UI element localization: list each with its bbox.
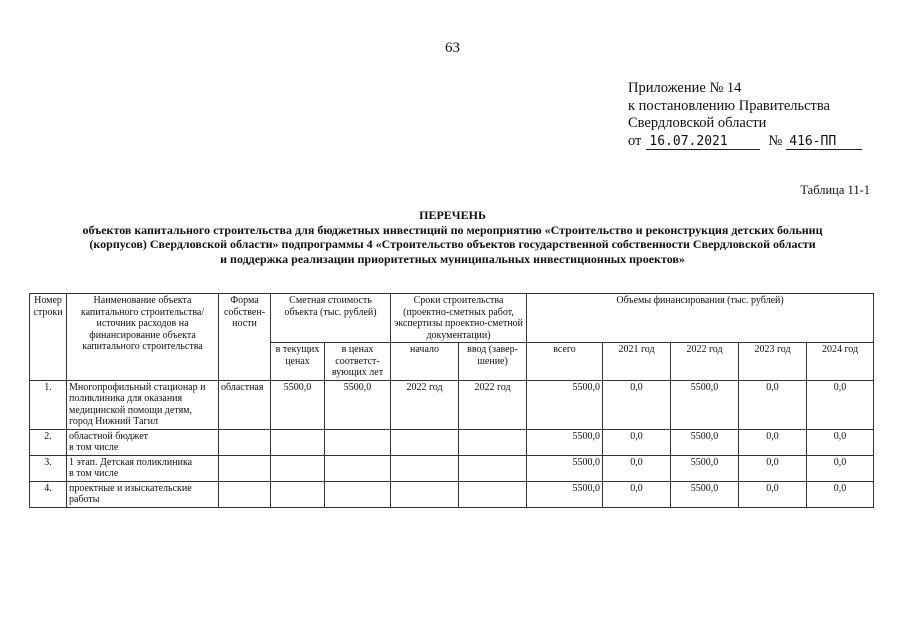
row-current-price (271, 455, 325, 481)
row-forecast-price (325, 455, 391, 481)
objects-table (29, 293, 874, 508)
page-number: 63 (445, 40, 460, 56)
row-2023: 0,0 (739, 429, 807, 455)
appendix-region: Свердловской области (628, 115, 767, 131)
row-2021: 0,0 (603, 455, 671, 481)
row-completion (459, 481, 527, 507)
row-completion (459, 429, 527, 455)
row-total: 5500,0 (527, 380, 603, 429)
table-row (30, 429, 874, 455)
decree-date: 16.07.2021 (646, 135, 760, 150)
row-start (391, 429, 459, 455)
row-completion: 2022 год (459, 380, 527, 429)
row-2024: 0,0 (807, 380, 874, 429)
header-total: всего (527, 343, 603, 381)
row-name-line-2: в том числе (69, 442, 119, 453)
header-row-number: Номер строки (30, 294, 67, 381)
row-name-line-2: в том числе (69, 468, 119, 479)
header-2022: 2022 год (671, 343, 739, 381)
row-start (391, 455, 459, 481)
row-name (67, 455, 219, 481)
header-construction-terms: Сроки строительства (проектно-сметных работ, экспертизы проектно-сметной документации) (391, 294, 527, 343)
row-current-price (271, 429, 325, 455)
row-completion (459, 455, 527, 481)
row-2022: 5500,0 (671, 429, 739, 455)
row-name: проектные и изыскательские работы (67, 481, 219, 507)
title-heading: ПЕРЕЧЕНЬ (419, 208, 486, 222)
row-ownership (219, 481, 271, 507)
header-current-prices: в текущих ценах (271, 343, 325, 381)
row-number: 4. (30, 481, 67, 507)
row-2021: 0,0 (603, 380, 671, 429)
row-2021: 0,0 (603, 429, 671, 455)
row-ownership (219, 455, 271, 481)
row-name: Многопрофильный стационар и поликлиника для оказания медицинской помощи детям, город Нижний Тагил (67, 380, 219, 429)
row-number: 3. (30, 455, 67, 481)
appendix-date-line (628, 133, 862, 151)
header-2024: 2024 год (807, 343, 874, 381)
table-header-row-1 (30, 294, 874, 343)
row-number: 2. (30, 429, 67, 455)
row-total: 5500,0 (527, 455, 603, 481)
appendix-decree: к постановлению Правительства (628, 97, 830, 114)
row-forecast-price (325, 429, 391, 455)
from-label: от (628, 132, 642, 149)
row-total: 5500,0 (527, 429, 603, 455)
header-forecast-prices: в ценах соответст-вующих лет (325, 343, 391, 381)
document-title (0, 208, 905, 266)
row-2022: 5500,0 (671, 481, 739, 507)
row-start: 2022 год (391, 380, 459, 429)
row-ownership (219, 429, 271, 455)
header-2021: 2021 год (603, 343, 671, 381)
header-2023: 2023 год (739, 343, 807, 381)
row-start (391, 481, 459, 507)
appendix-block (628, 80, 862, 150)
header-name: Наименование объекта капитального строительства/ источник расходов на финансирование объекта капитального строительства (67, 294, 219, 381)
header-start: начало (391, 343, 459, 381)
row-name (67, 429, 219, 455)
title-line-3: и поддержка реализации приоритетных муниципальных инвестиционных проектов» (220, 251, 685, 266)
row-name-line-1: 1 этап. Детская поликлиника (69, 456, 193, 468)
row-2024: 0,0 (807, 429, 874, 455)
row-2022: 5500,0 (671, 380, 739, 429)
row-forecast-price: 5500,0 (325, 380, 391, 429)
row-2023: 0,0 (739, 380, 807, 429)
row-ownership: областная (219, 380, 271, 429)
row-name-line-1: областной бюджет (69, 430, 149, 442)
header-funding: Объемы финансирования (тыс. рублей) (527, 294, 874, 343)
row-2024: 0,0 (807, 455, 874, 481)
row-current-price (271, 481, 325, 507)
header-estimated-cost: Сметная стоимость объекта (тыс. рублей) (271, 294, 391, 343)
header-completion: ввод (завер-шение) (459, 343, 527, 381)
row-total: 5500,0 (527, 481, 603, 507)
row-forecast-price (325, 481, 391, 507)
table-row (30, 455, 874, 481)
table-label: Таблица 11-1 (800, 183, 870, 197)
row-2024: 0,0 (807, 481, 874, 507)
row-2023: 0,0 (739, 455, 807, 481)
table-row (30, 481, 874, 507)
row-2022: 5500,0 (671, 455, 739, 481)
title-line-1: объектов капитального строительства для бюджетных инвестиций по мероприятию «Строительство и реконструкция детских больниц (82, 222, 823, 237)
row-current-price: 5500,0 (271, 380, 325, 429)
number-label: № (768, 132, 783, 149)
row-2021: 0,0 (603, 481, 671, 507)
table-row (30, 380, 874, 429)
title-line-2: (корпусов) Свердловской области» подпрограммы 4 «Строительство объектов государственной собственности Свердловской области (89, 237, 816, 251)
appendix-title: Приложение № 14 (628, 80, 742, 96)
header-ownership: Форма собствен-ности (219, 294, 271, 381)
decree-number: 416-ПП (786, 135, 862, 150)
row-number: 1. (30, 380, 67, 429)
row-2023: 0,0 (739, 481, 807, 507)
